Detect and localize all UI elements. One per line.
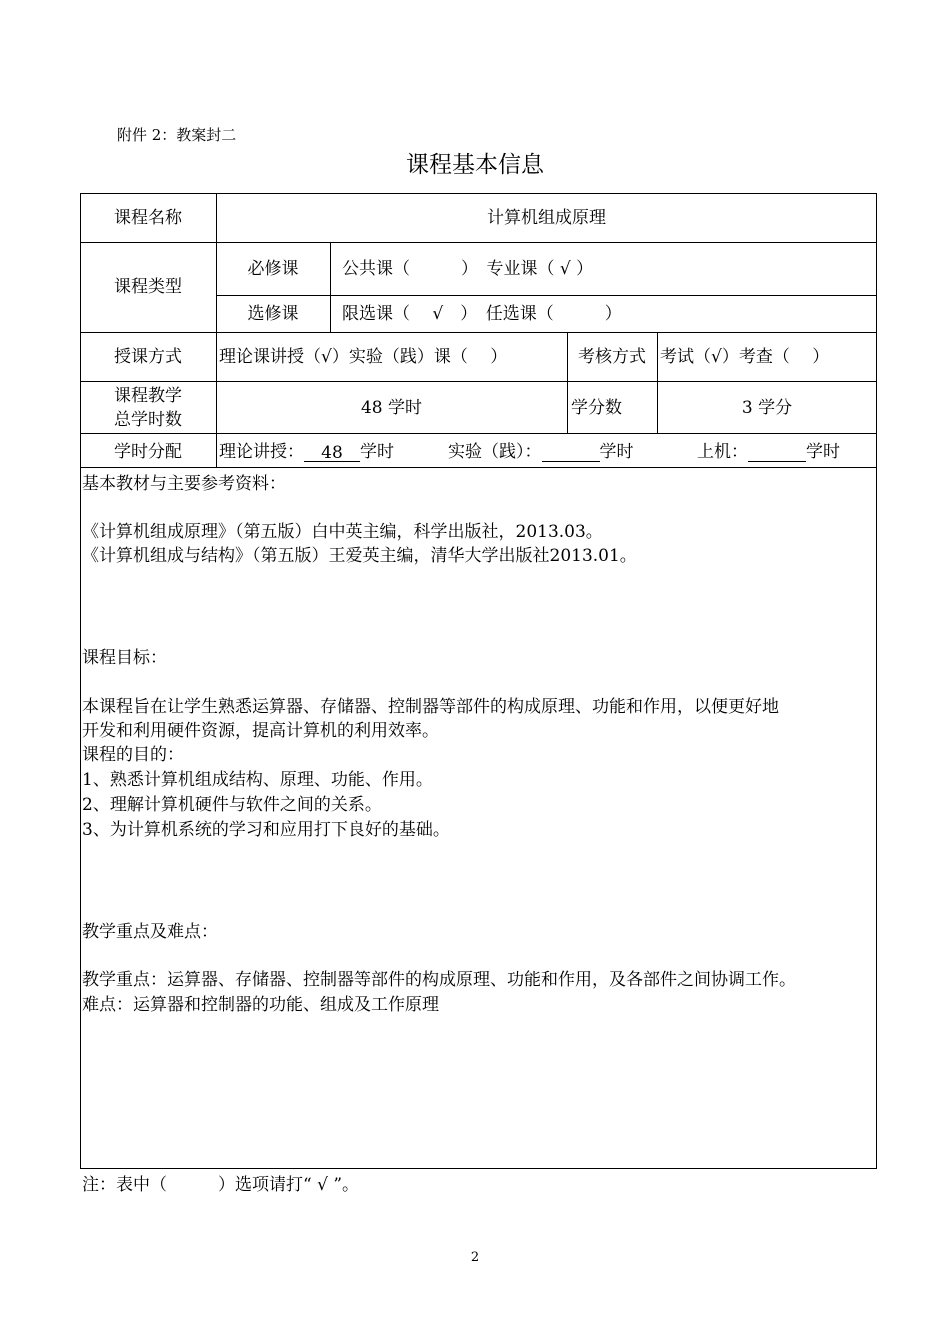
hours-distribution-label: 学时分配: [114, 442, 182, 462]
total-hours-value: 48 学时: [360, 398, 423, 418]
hour-unit: 学时: [806, 442, 840, 462]
teaching-mode-value: 理论课讲授（√）实验（践）课（ ）: [219, 347, 508, 367]
materials-heading: 基本教材与主要参考资料：: [82, 474, 286, 494]
key-points-text: 教学重点：运算器、存储器、控制器等部件的构成原理、功能和作用，及各部件之间协调工作。: [82, 970, 796, 990]
lab-label: 实验（践）：: [448, 442, 542, 462]
elective-label: 选修课: [247, 304, 299, 324]
row-divider: [80, 332, 877, 333]
row-divider: [80, 381, 877, 382]
computer-label: 上机：: [697, 442, 748, 462]
theory-hours-blank: 48: [304, 443, 360, 462]
page-title: 课程基本信息: [406, 152, 544, 178]
column-divider: [330, 242, 331, 332]
assessment-label: 考核方式: [578, 347, 646, 367]
credits-label: 学分数: [571, 398, 622, 418]
assessment-value: 考试（√）考查（ ）: [660, 347, 830, 367]
hour-unit: 学时: [599, 442, 634, 462]
difficulties-text: 难点：运算器和控制器的功能、组成及工作原理: [82, 995, 439, 1015]
goals-text: 本课程旨在让学生熟悉运算器、存储器、控制器等部件的构成原理、功能和作用，以便更好地: [82, 697, 779, 717]
row-divider: [80, 467, 877, 468]
course-name-label: 课程名称: [114, 208, 182, 228]
total-hours-label: 课程教学: [114, 386, 182, 406]
required-options: 公共课（ ） 专业课（ √ ）: [342, 259, 594, 279]
course-type-label: 课程类型: [114, 277, 182, 297]
material-item: 《计算机组成与结构》（第五版）王爱英主编，清华大学出版社2013.01。: [82, 546, 637, 566]
row-divider: [216, 295, 877, 296]
lab-hours-blank: [542, 443, 600, 462]
footnote: 注：表中（ ）选项请打“ √ ”。: [82, 1175, 360, 1195]
page-number: 2: [470, 1250, 480, 1265]
computer-hours-blank: [748, 443, 806, 462]
purpose-heading: 课程的目的：: [82, 745, 184, 765]
purpose-item: 2、理解计算机硬件与软件之间的关系。: [82, 795, 382, 815]
elective-options: 限选课（ √ ） 任选课（ ）: [342, 304, 622, 324]
required-label: 必修课: [247, 259, 299, 279]
column-divider: [216, 193, 217, 467]
row-divider: [80, 242, 877, 243]
hour-unit: 学时: [360, 442, 394, 462]
course-name-value: 计算机组成原理: [487, 208, 606, 228]
goals-heading: 课程目标：: [82, 648, 167, 668]
row-divider: [80, 433, 877, 434]
computer-hours: [697, 442, 840, 462]
lab-hours: [448, 442, 634, 462]
attachment-label: 附件 2：教案封二: [117, 126, 237, 144]
key-points-heading: 教学重点及难点：: [82, 922, 218, 942]
goals-text: 开发和利用硬件资源，提高计算机的利用效率。: [82, 721, 439, 741]
purpose-item: 3、为计算机系统的学习和应用打下良好的基础。: [82, 820, 450, 840]
total-hours-label: 总学时数: [114, 410, 182, 430]
credits-value: 3 学分: [741, 398, 793, 418]
hours-distribution: [219, 442, 394, 462]
theory-label: 理论讲授：: [219, 442, 304, 462]
purpose-item: 1、熟悉计算机组成结构、原理、功能、作用。: [82, 770, 433, 790]
material-item: 《计算机组成原理》（第五版）白中英主编，科学出版社，2013.03。: [82, 522, 603, 542]
course-info-table: [80, 193, 877, 1169]
teaching-mode-label: 授课方式: [114, 347, 182, 367]
